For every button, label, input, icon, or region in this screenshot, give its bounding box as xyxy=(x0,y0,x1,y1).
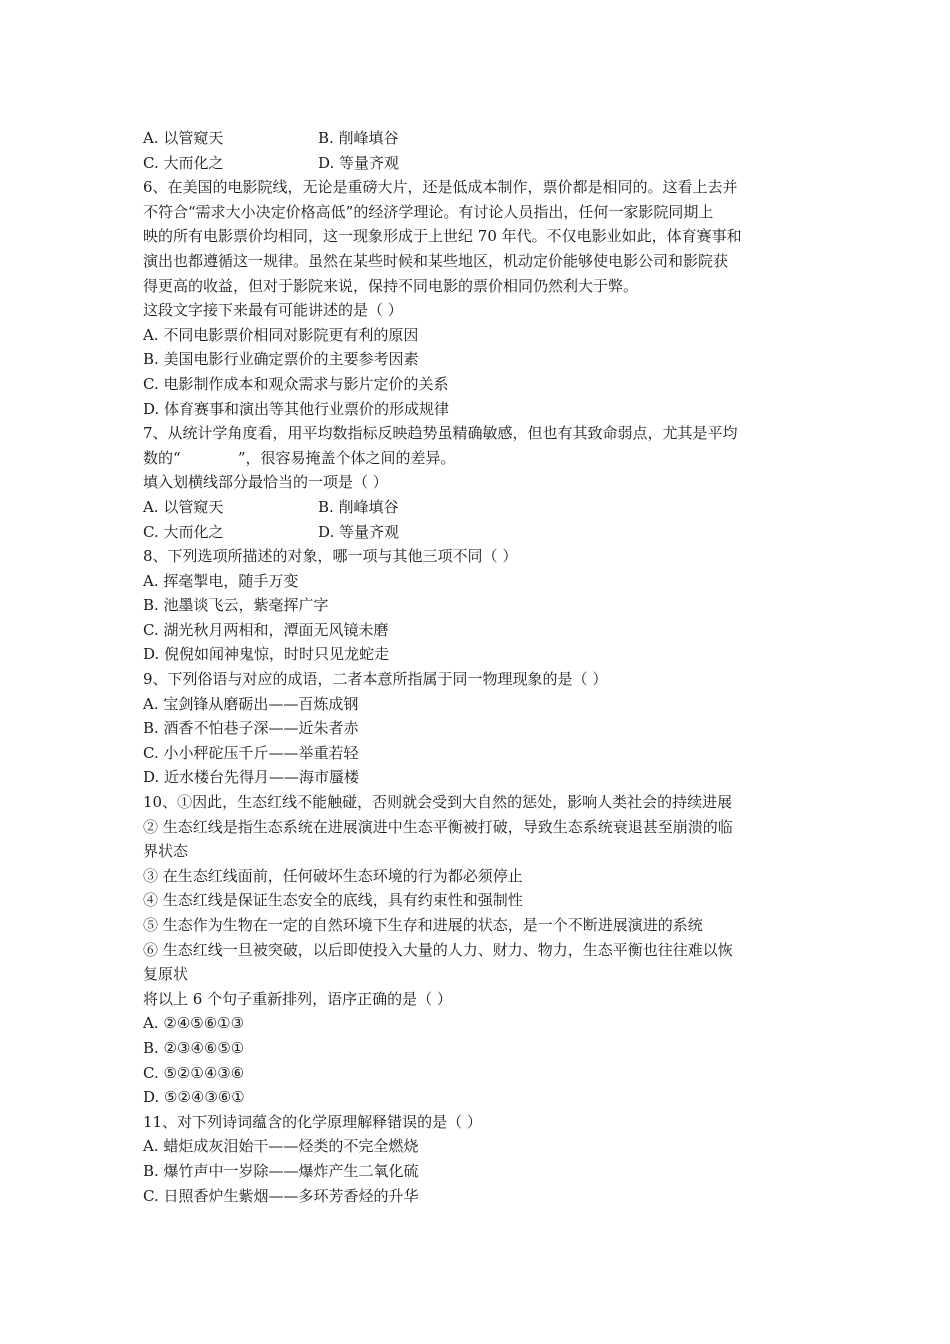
sentence-line: ⑤ 生态作为生物在一定的自然环境下生存和进展的状态，是一个不断进展演进的系统 xyxy=(143,916,703,934)
question-prompt: 8、下列选项所描述的对象，哪一项与其他三项不同（ ） xyxy=(143,547,518,566)
option-a: A. 以管窥天 xyxy=(143,497,224,516)
sentence-line: ③ 在生态红线面前，任何破坏生态环境的行为都必须停止 xyxy=(143,866,523,885)
option-c: C. ⑤②①④③⑥ xyxy=(143,1063,245,1082)
option-d: D. 等量齐观 xyxy=(318,153,400,172)
question-11 xyxy=(143,1110,811,1208)
question-text-line: 映的所有电影票价均相同，这一现象形成于上世纪 70 年代。不仅电影业如此，体育赛事和 xyxy=(143,227,742,246)
question-prompt: 填入划横线部分最恰当的一项是（ ） xyxy=(143,473,388,492)
question-9 xyxy=(143,667,811,790)
option-a: A. 不同电影票价相同对影院更有利的原因 xyxy=(143,325,419,344)
sentence-line: 界状态 xyxy=(143,842,189,861)
option-d: D. ⑤②④③⑥① xyxy=(143,1088,245,1107)
option-c: C. 大而化之 xyxy=(143,153,224,172)
option-a: A. 宝剑锋从磨砺出——百炼成钢 xyxy=(143,694,359,713)
option-b: B. 爆竹声中一岁除——爆炸产生二氧化硫 xyxy=(143,1161,419,1180)
option-d: D. 近水楼台先得月——海市蜃楼 xyxy=(143,768,360,787)
option-row xyxy=(143,151,811,176)
option-d: D. 体育赛事和演出等其他行业票价的形成规律 xyxy=(143,399,450,418)
option-row xyxy=(143,520,811,545)
option-c: C. 大而化之 xyxy=(143,522,224,541)
option-a: A. 挥毫掣电，随手万变 xyxy=(143,571,299,590)
option-a: A. 以管窥天 xyxy=(143,129,224,147)
question-text-line: 演出也都遵循这一规律。虽然在某些时候和某些地区，机动定价能够使电影公司和影院获 xyxy=(143,251,729,270)
sentence-line: ④ 生态红线是保证生态安全的底线，具有约束性和强制性 xyxy=(143,891,523,910)
question-prompt: 9、下列俗语与对应的成语，二者本意所指属于同一物理现象的是（ ） xyxy=(143,670,608,689)
question-prompt: 这段文字接下来最有可能讲述的是（ ） xyxy=(143,301,403,320)
question-text-line: 6、在美国的电影院线，无论是重磅大片，还是低成本制作，票价都是相同的。这看上去并 xyxy=(143,178,738,197)
question-text-line: 不符合“需求大小决定价格高低”的经济学理论。有讨论人员指出，任何一家影院同期上 xyxy=(143,202,714,221)
question-8 xyxy=(143,544,811,667)
sentence-line: 复原状 xyxy=(143,965,189,984)
exam-page xyxy=(143,126,811,1208)
question-10 xyxy=(143,790,811,1110)
option-c: C. 电影制作成本和观众需求与影片定价的关系 xyxy=(143,374,449,393)
option-a: A. ②④⑤⑥①③ xyxy=(143,1014,245,1033)
option-b: B. 削峰填谷 xyxy=(318,129,399,147)
sentence-line: 10、①因此，生态红线不能触碰，否则就会受到大自然的惩处，影响人类社会的持续进展 xyxy=(143,793,733,812)
option-b: B. 美国电影行业确定票价的主要参考因素 xyxy=(143,350,419,369)
question-7 xyxy=(143,421,811,544)
option-b: B. 酒香不怕巷子深——近朱者赤 xyxy=(143,719,359,738)
option-d: D. 倪倪如闻神鬼惊，时时只见龙蛇走 xyxy=(143,645,390,664)
question-prompt: 11、对下列诗词蕴含的化学原理解释错误的是（ ） xyxy=(143,1112,482,1131)
question-text-line: 数的“ ”，很容易掩盖个体之间的差异。 xyxy=(143,448,456,467)
option-a: A. 蜡炬成灰泪始干——烃类的不完全燃烧 xyxy=(143,1137,419,1156)
sentence-line: ② 生态红线是指生态系统在进展演进中生态平衡被打破，导致生态系统衰退甚至崩溃的临 xyxy=(143,817,733,836)
question-6 xyxy=(143,175,811,421)
option-c: C. 小小秤砣压千斤——举重若轻 xyxy=(143,743,359,762)
option-c: C. 日照香炉生紫烟——多环芳香烃的升华 xyxy=(143,1186,419,1205)
sentence-line: ⑥ 生态红线一旦被突破，以后即使投入大量的人力、财力、物力，生态平衡也往往难以恢 xyxy=(143,940,733,959)
option-d: D. 等量齐观 xyxy=(318,522,400,541)
option-row xyxy=(143,495,811,520)
question-text-line: 7、从统计学角度看，用平均数指标反映趋势虽精确敏感，但也有其致命弱点，尤其是平均 xyxy=(143,424,738,443)
question-text-line: 得更高的收益，但对于影院来说，保持不同电影的票价相同仍然利大于弊。 xyxy=(143,276,639,295)
question-prompt: 将以上 6 个句子重新排列，语序正确的是（ ） xyxy=(143,989,452,1008)
option-row xyxy=(143,126,811,151)
option-b: B. ②③④⑥⑤① xyxy=(143,1038,245,1057)
option-b: B. 削峰填谷 xyxy=(318,497,399,516)
option-c: C. 湖光秋月两相和，潭面无风镜未磨 xyxy=(143,620,389,639)
option-b: B. 池墨谈飞云，紫毫挥广字 xyxy=(143,596,329,615)
